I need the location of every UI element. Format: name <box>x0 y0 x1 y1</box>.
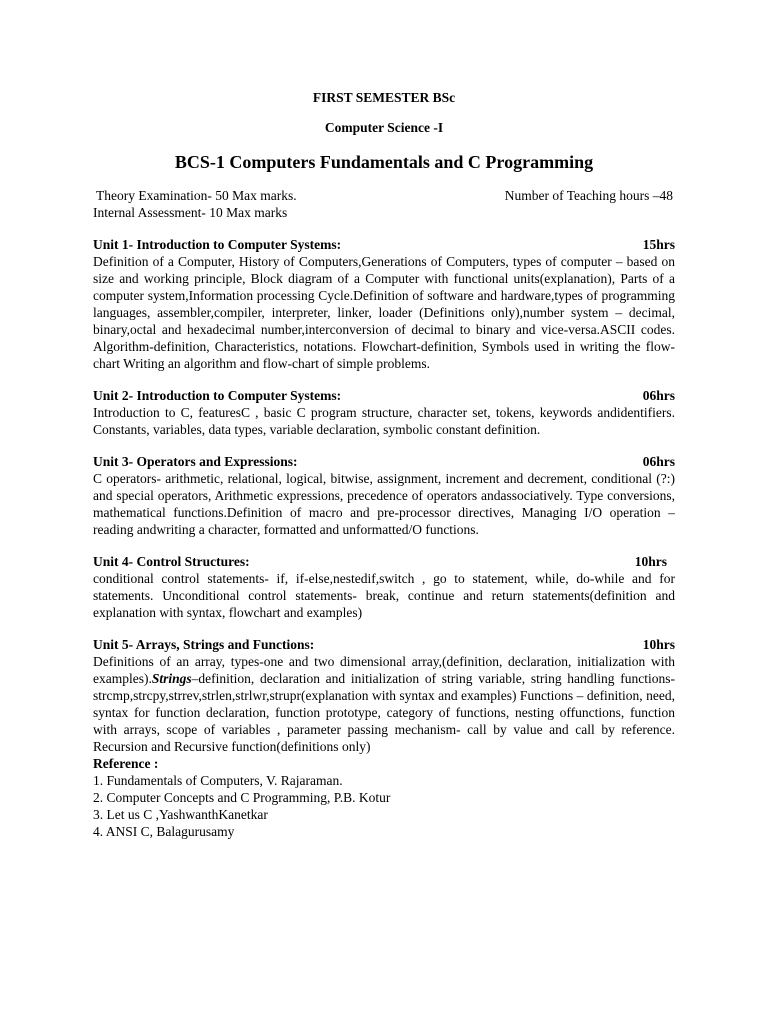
reference-item: 4. ANSI C, Balagurusamy <box>93 824 235 839</box>
unit-body-part2: –definition, declaration and initialization of string variable, string handling functions- strcmp,strcpy,strrev,strlen,strlwr,strupr(explanation with syntax and examples) Functions – definition, need, syntax for function declaration, function prototype, category of functions, nesting offunctions, function with arrays, scope of variables , parameter passing mechanism- call by value and call by reference. Recursion and Recursive function(definitions only) <box>93 671 675 754</box>
unit-body: C operators- arithmetic, relational, logical, bitwise, assignment, increment and decrement, conditional (?:) and special operators, Arithmetic expressions, precedence of operators andassociatively. Type conversions, mathematical functions.Definition of macro and pre-processor directives, Managing I/O operation – reading andwriting a character, formatted and unformatted/O functions. <box>93 471 675 537</box>
unit-5 <box>93 636 675 755</box>
reference-section <box>93 755 675 840</box>
unit-title: Unit 5- Arrays, Strings and Functions: <box>93 637 315 652</box>
unit-heading <box>93 453 675 470</box>
unit-heading <box>93 553 675 570</box>
unit-body-part1: Definitions of an array, types-one and two dimensional array,(definition, declaration, initialization with examples). <box>93 654 675 686</box>
unit-1 <box>93 236 675 372</box>
reference-item: 1. Fundamentals of Computers, V. Rajaraman. <box>93 773 343 788</box>
unit-body <box>93 653 675 755</box>
unit-4 <box>93 553 675 621</box>
unit-2 <box>93 387 675 438</box>
syllabus-page <box>93 84 675 840</box>
exam-info <box>93 187 675 221</box>
semester-heading: FIRST SEMESTER BSc <box>312 90 456 105</box>
reference-item: 2. Computer Concepts and C Programming, P.B. Kotur <box>93 790 391 805</box>
subject-heading: Computer Science -I <box>324 120 444 135</box>
reference-heading: Reference : <box>93 756 159 771</box>
strings-emphasis: Strings <box>151 671 192 686</box>
unit-hours: 06hrs <box>642 454 675 469</box>
unit-hours: 10hrs <box>634 554 667 569</box>
unit-hours: 15hrs <box>642 237 675 252</box>
unit-title: Unit 3- Operators and Expressions: <box>93 454 298 469</box>
unit-heading <box>93 636 675 653</box>
unit-heading <box>93 387 675 404</box>
unit-body: conditional control statements- if, if-else,nestedif,switch , go to statement, while, do-while and for statements. Unconditional control statements- break, continue and return statements(definition and explanation with syntax, flowchart and examples) <box>93 571 675 620</box>
unit-title: Unit 1- Introduction to Computer Systems: <box>93 237 342 252</box>
unit-title: Unit 2- Introduction to Computer Systems: <box>93 388 342 403</box>
unit-3 <box>93 453 675 538</box>
unit-hours: 10hrs <box>642 637 675 652</box>
exam-row <box>93 187 675 204</box>
unit-hours: 06hrs <box>642 388 675 403</box>
unit-heading <box>93 236 675 253</box>
theory-exam-text: Theory Examination- 50 Max marks. <box>96 188 297 203</box>
unit-body: Introduction to C, featuresC , basic C program structure, character set, tokens, keywords andidentifiers. Constants, variables, data types, variable declaration, symbolic constant definition. <box>93 405 675 437</box>
unit-title: Unit 4- Control Structures: <box>93 554 250 569</box>
teaching-hours-text: Number of Teaching hours –48 <box>504 188 673 203</box>
unit-body: Definition of a Computer, History of Computers,Generations of Computers, types of computer – based on size and working principle, Block diagram of a Computer with functional units(explanation), Parts of a computer system,Information processing Cycle.Definition of software and hardware,types of programming languages, assembler,compiler, interpreter, linker, loader (Definitions only),number system – decimal, binary,octal and hexadecimal number,interconversion of decimal to binary and vice-versa.ASCII codes. Algorithm-definition, Characteristics, notations. Flowchart-definition, Symbols used in writing the flow-chart Writing an algorithm and flow-chart of simple problems. <box>93 254 675 371</box>
reference-item: 3. Let us C ,YashwanthKanetkar <box>93 807 268 822</box>
internal-assessment-text: Internal Assessment- 10 Max marks <box>93 205 288 220</box>
course-title: BCS-1 Computers Fundamentals and C Programming <box>174 152 594 172</box>
